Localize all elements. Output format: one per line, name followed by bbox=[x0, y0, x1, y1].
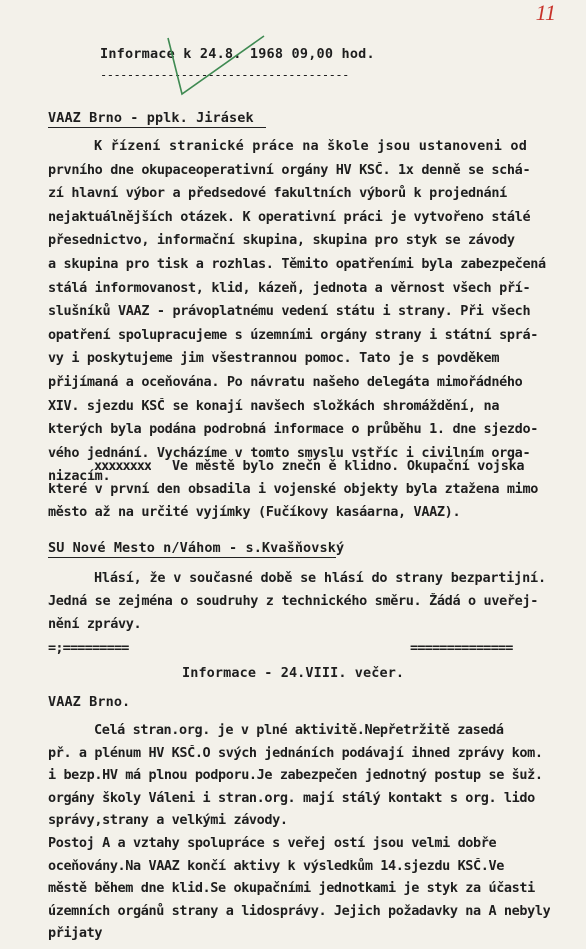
text-line: Ve městě bylo znečn ě klidno. Okupační vojska bbox=[172, 458, 525, 474]
text-line: nění zprávy. bbox=[48, 616, 142, 632]
text-line: správy,strany a velkými závody. bbox=[48, 812, 288, 829]
section-heading: VAAZ Brno - pplk. Jirásek bbox=[48, 110, 254, 126]
evening-title: Informace - 24.VIII. večer. bbox=[182, 665, 405, 681]
document-title: Informace k 24.8. 1968 09,00 hod. bbox=[100, 46, 375, 62]
section-heading: VAAZ Brno. bbox=[48, 694, 131, 710]
text-line: přesednictvo, informační skupina, skupina pro styk se závody bbox=[48, 232, 515, 249]
text-line: př. a plénum HV KSČ.O svých jednáních podávají ihned zprávy kom. bbox=[48, 744, 543, 761]
text-line: město až na určité vyjímky (Fučíkovy kasáarna, VAAZ). bbox=[48, 504, 461, 520]
text-line: vého jednání. Vycházíme v tomto smyslu vstříc i civilním orga- bbox=[48, 444, 531, 461]
text-line: přijímaná a oceňována. Po návratu našeho delegáta mimořádného bbox=[48, 374, 523, 390]
checkmark-annotation bbox=[160, 34, 270, 98]
text-line: zí hlavní výbor a předsedové fakultních výborů k projednání bbox=[48, 185, 507, 202]
text-line: i bezp.HV má plnou podporu.Je zabezpečen jednotný postup se šuž. bbox=[48, 767, 543, 784]
heading-underline bbox=[48, 127, 266, 128]
text-line: Celá stran.org. je v plné aktivitě.Nepřetržitě zasedá bbox=[94, 722, 504, 738]
text-line: městě během dne klid.Se okupačními jednotkami je styk za účasti bbox=[48, 880, 535, 897]
separator-right: ============== bbox=[410, 640, 513, 656]
text-line: nizacím. bbox=[48, 468, 111, 485]
text-line: a skupina pro tisk a rozhlas. Těmito opatřeními byla zabezpečená bbox=[48, 256, 546, 272]
text-line: K řízení stranické práce na škole jsou ustanoveni od bbox=[94, 138, 528, 154]
text-line: stálá informovanost, klid, kázeň, jednota a věrnost všech pří- bbox=[48, 279, 531, 296]
text-line: oceňovány.Na VAAZ končí aktivy k výsledkům 14.sjezdu KSČ.Ve bbox=[48, 857, 504, 874]
struck-text: xxxxxxxx bbox=[94, 458, 152, 474]
text-line: XIV. sjezdu KSČ se konají navšech složkách shromáždění, na bbox=[48, 397, 500, 414]
text-line: které v první den obsadila i vojenské objekty byla ztažena mimo bbox=[48, 481, 538, 497]
text-line: prvního dne okupaceoperativní orgány HV KSČ. 1x denně se schá- bbox=[48, 161, 531, 178]
text-line: kterých byla podána podrobná informace o průběhu 1. dne sjezdo- bbox=[48, 421, 538, 438]
text-line: Jedná se zejména o soudruhy z technického směru. Žádá o uveřej- bbox=[48, 593, 538, 609]
text-line: Hlásí, že v současné době se hlásí do strany bezpartijní. bbox=[94, 570, 546, 586]
text-line: vy i poskytujeme jim všestrannou pomoc. Tato je s povděkem bbox=[48, 350, 500, 367]
text-line: územních orgánů strany a lidosprávy. Jejich požadavky na A nebyly bbox=[48, 902, 551, 919]
text-line: Postoj A a vztahy spolupráce s veřej ostí jsou velmi dobře bbox=[48, 835, 497, 851]
text-line: slušníků VAAZ - právoplatnému vedení státu i strany. Při všech bbox=[48, 303, 531, 320]
text-line: orgány školy Váleni i stran.org. mají stálý kontakt s org. lido bbox=[48, 789, 535, 806]
text-line: nejaktuálnějších otázek. K operativní práci je vytvořeno stálé bbox=[48, 208, 531, 225]
separator-left: =;========= bbox=[48, 640, 129, 656]
page-number: 11 bbox=[535, 0, 556, 25]
text-line: opatření spolupracujeme s územními orgány strany i státní sprá- bbox=[48, 326, 538, 343]
heading-underline bbox=[48, 557, 336, 558]
section-heading: SU Nové Mesto n/Váhom - s.Kvašňovský bbox=[48, 540, 345, 556]
title-underline: ------------------------------------- bbox=[100, 68, 349, 82]
text-line: přijaty bbox=[48, 925, 103, 942]
